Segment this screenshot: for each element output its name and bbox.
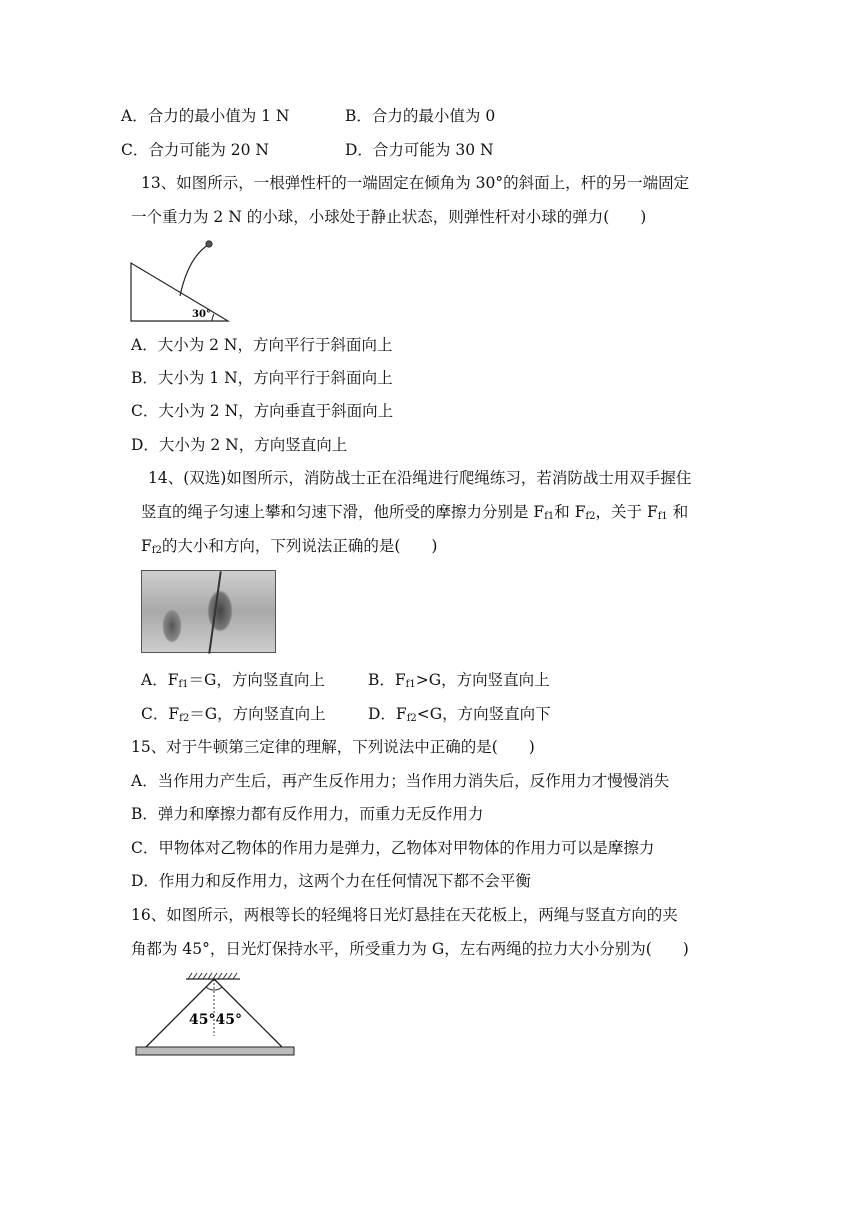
q14-option-c: C．$F_{f2}=G$，方向竖直向上: [141, 705, 326, 724]
q13-angle-label: 30°: [192, 309, 211, 320]
q13-option-a: A．大小为 2 N，方向平行于斜面向上: [131, 336, 393, 354]
q13-option-d: D．大小为 2 N，方向竖直向上: [131, 436, 348, 454]
q16-angle-label: 45°45°: [189, 1012, 242, 1028]
q12-option-d: D．合力可能为 30 N: [345, 141, 494, 159]
q16-stem-line1: 16、如图所示，两根等长的轻绳将日光灯悬挂在天花板上，两绳与竖直方向的夹: [131, 906, 678, 924]
q15-option-c: C．甲物体对乙物体的作用力是弹力，乙物体对甲物体的作用力可以是摩擦力: [131, 839, 655, 857]
q14-option-b: B．$F_{f1}>G$，方向竖直向上: [368, 671, 550, 690]
q13-stem-line1: 13、如图所示，一根弹性杆的一端固定在倾角为 30°的斜面上，杆的另一端固定: [141, 174, 690, 192]
q12-option-b: B．合力的最小值为 0: [345, 107, 496, 125]
q14-option-d: D．$F_{f2}<G$，方向竖直向下: [368, 705, 551, 724]
q15-stem: 15、对于牛顿第三定律的理解，下列说法中正确的是( ): [131, 738, 535, 756]
q15-option-a: A．当作用力产生后，再产生反作用力；当作用力消失后，反作用力才慢慢消失: [131, 772, 670, 790]
q13-option-b: B．大小为 1 N，方向平行于斜面向上: [131, 369, 393, 387]
q15-option-b: B．弹力和摩擦力都有反作用力，而重力无反作用力: [131, 805, 484, 823]
q16-stem-line2: 角都为 45°，日光灯保持水平，所受重力为 G，左右两绳的拉力大小分别为( ): [131, 940, 689, 958]
q16-lamp-figure: [130, 970, 300, 1062]
q14-stem-line3: $F_{f2}$的大小和方向，下列说法正确的是( ): [141, 537, 438, 556]
q14-option-a: A．$F_{f1}=G$，方向竖直向上: [141, 671, 325, 690]
q14-stem-line2: 竖直的绳子匀速上攀和匀速下滑，他所受的摩擦力分别是 $F_{f1}$和 $F_{f2}$，关于 $F_{f1}$ 和: [141, 503, 689, 522]
q12-option-c: C．合力可能为 20 N: [121, 141, 269, 159]
q15-option-d: D．作用力和反作用力，这两个力在任何情况下都不会平衡: [131, 872, 531, 890]
q12-option-a: A．合力的最小值为 1 N: [121, 107, 290, 125]
q13-incline-figure: [128, 236, 238, 328]
q13-option-c: C．大小为 2 N，方向垂直于斜面向上: [131, 402, 394, 420]
q14-stem-line1: 14、(双选)如图所示，消防战士正在沿绳进行爬绳练习，若消防战士用双手握住: [148, 469, 692, 487]
q13-stem-line2: 一个重力为 2 N 的小球，小球处于静止状态，则弹性杆对小球的弹力( ): [131, 208, 647, 226]
q14-firefighter-photo: [141, 570, 276, 653]
